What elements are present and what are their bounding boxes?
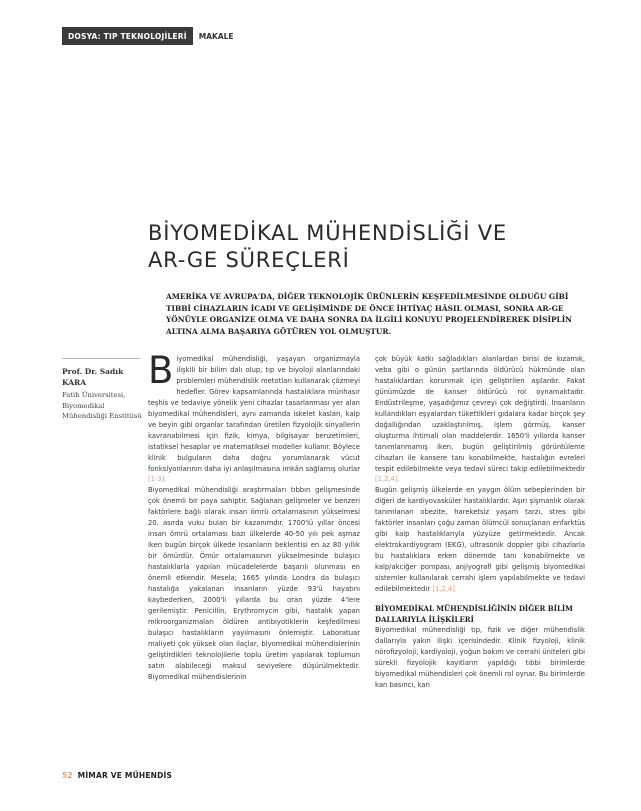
section-heading: BİYOMEDİKAL MÜHENDİSLİĞİNİN DİĞER BİLİM DALLARIYLA İLİŞKİLERİ <box>375 603 573 624</box>
article-title <box>148 220 588 274</box>
article-title-line1: BİYOMEDİKAL MÜHENDİSLİĞİ VE <box>148 221 507 245</box>
body-paragraph: Biyomedikal mühendisliği araştırmaları tıbbın gelişmesinde çok önemli bir paya sahiptir. Sağlanan gelişmeler ve benzeri faktörlere bağlı olarak insan ömrü ortalamasının yükselmesi 20. asırda vuku bulan bir kazanımdır. 1700'lü yıllar öncesi insan ömrü ortalaması bazı ülkelerde 40-50 yılı pek aşmaz iken bugün birçok ülkede insanların beklentisi en az 80 yıllık bir ömürdür. Ömür ortalamasının yükselmesinde bulaşıcı hastalıklarla yapılan mücadelelerde başarılı olunması en önemli etkendir. Mesela; 1665 yılında Londra da bulaşıcı hastalığa yakalanan insanların yüzde 93'ü hayatını kaybederken, 2000'li yıllarda bu oran yüzde 4'lere gerilemiştir. Penicillin, Erythromycin gibi, hastalık yapan mikroorganizmaları öldüren antibiyotiklerin keşfedilmesi bulaşıcı hastalıkların yayılmasını önlemiştir. Laboratuar maliyeti çok yüksek olan ilaçlar, biyomedikal mühendislerinin geliştirdikleri teknolojilerle toplu üretim yapılarak toplumun satın alabileceği maksul seviyelere düşürülmektedir. Biyomedikal mühendislerinin <box>148 486 360 681</box>
body-text: Bugün gelişmiş ülkelerde en yaygın ölüm sebeplerinden bir diğeri de kardiyovasküler hastalıklardır. Aşırı şişmanlık olarak tanımlanan obezite, hareketsiz yaşam tarzı, stres gibi faktörler insanları çoğu zaman ölümcül sonuçlanan enfarktüs gibi kalp hastalıklarıyla yüzyüze getirmektedir. Ancak elektrokardiyogram (EKG), ultrasonik doppler gibi cihazlarla bu hastalıklara erken dönemde tanı konabilmekte ve kalp/akciğer pompası, anjiyografi gibi gelişmiş biyomedikal sistemler kullanılarak cerrahi işlem yapılabilmekte ve tedavi edilebilmektedir <box>375 486 585 594</box>
page-number: 52 <box>62 771 73 780</box>
section-label: DOSYA: TIP TEKNOLOJİLERİ <box>62 27 193 45</box>
author-divider-top <box>62 358 140 359</box>
article-title-line2: AR-GE SÜREÇLERİ <box>148 248 350 272</box>
magazine-name: MİMAR VE MÜHENDİS <box>77 771 173 780</box>
article-subtitle: AMERİKA VE AVRUPA'DA, DİĞER TEKNOLOJİK ÜRÜNLERİN KEŞFEDİLMESİNDE OLDUĞU GİBİ TIBBİ CİHAZLARIN İCADI VE GELİŞİMİNDE DE ÖNCE İHTİYAÇ HÂSIL OLMASI, SONRA AR-GE YÖNÜYLE ORGANİZE OLMA VE DAHA SONRA DA İLGİLİ KONUYU PROJELENDİREREK DİSİPLİN ALTINA ALMA BAŞARIYA GÖTÜREN YOL OLMUŞTUR. <box>166 292 572 336</box>
article-type-label: MAKALE <box>198 31 234 41</box>
body-paragraph <box>375 485 585 595</box>
author-affiliation: Fatih Üniversitesi, Biyomedikal Mühendisliği Enstitüsü <box>62 391 142 420</box>
author-name: Prof. Dr. Sadık KARA <box>62 367 124 387</box>
reference-link[interactable]: [1,2,4]. <box>432 585 458 594</box>
drop-cap: B <box>148 349 174 392</box>
page-header <box>62 27 240 45</box>
body-paragraph <box>148 349 360 485</box>
reference-link[interactable]: [1,2,4]. <box>375 475 400 484</box>
author-block <box>62 367 144 422</box>
body-text: iyomedikal mühendisliği, yaşayan organizmayla ilişkili bir bilim dalı olup, tıp ve biyoloji alanlarındaki problemleri mühendislik metotları kullanarak çözmeyi hedefler. Görev kapsamlarında hastalıklara münhasır teşhis ve tedaviye yönelik yeni cihazlar tasarlanması yer alan biyomedikal mühendisleri, aynı zamanda iskelet kasları, kalp ve beyin gibi organlar tarafından üretilen fizyolojik sinyallerin kavranabilmesi için fizik, kimya, bilgisayar benzetimleri, istatiksel hesaplar ve matematiksel modeller kullanır. Böylece klinik bulguların daha doğru yorumlanarak vücut fonksiyonlarının daha iyi anlaşılmasına imkân sağlamış olurlar <box>148 355 360 473</box>
body-text: çok büyük katkı sağladıkları alanlardan birisi de kızamık, veba gibi o günün şartlarında öldürücü hükmünde olan hastalıklardan korunmak için geliştirilen aşılardır. Fakat günümüzde de kanser öldürücü rol oynamaktadır. Endüstrileşme, yaşadığımız çevreyi çok değiştirdi. İnsanların kullandıkları eşyalardan tükettikleri gıdalara kadar birçok şey doğallığından uzaklaştırılmış, işlem görmüş, kanser oluşturma ihtimali olan maddelerdir. 1650'li yıllarda kanser tanımlanmamış iken, bugün geliştirilmiş görüntüleme cihazları ile kansere tanı konabilmekte, hastalığın evreleri tespit edilebilmekte veya tedavi süreci takip edilebilmektedir <box>375 355 585 473</box>
body-paragraph <box>375 354 585 485</box>
body-column-2 <box>375 354 585 691</box>
reference-link[interactable]: [1-3]. <box>148 475 167 484</box>
page-footer <box>62 771 172 780</box>
body-paragraph: Biyomedikal mühendisliği tıp, fizik ve diğer mühendislik dallarıyla yakın ilişki içerisindedir. Klinik fizyoloji, klinik nörofizyoloji, kardiyoloji, yoğun bakım ve cerrahi üniteleri gibi sürekli fizyolojik kayıtların yapıldığı tıbbi birimlerde biyomedikal mühendisleri çok önemli rol oynar. Bu birimlerde kan basıncı, kan <box>375 625 585 689</box>
body-column-1 <box>148 349 360 683</box>
